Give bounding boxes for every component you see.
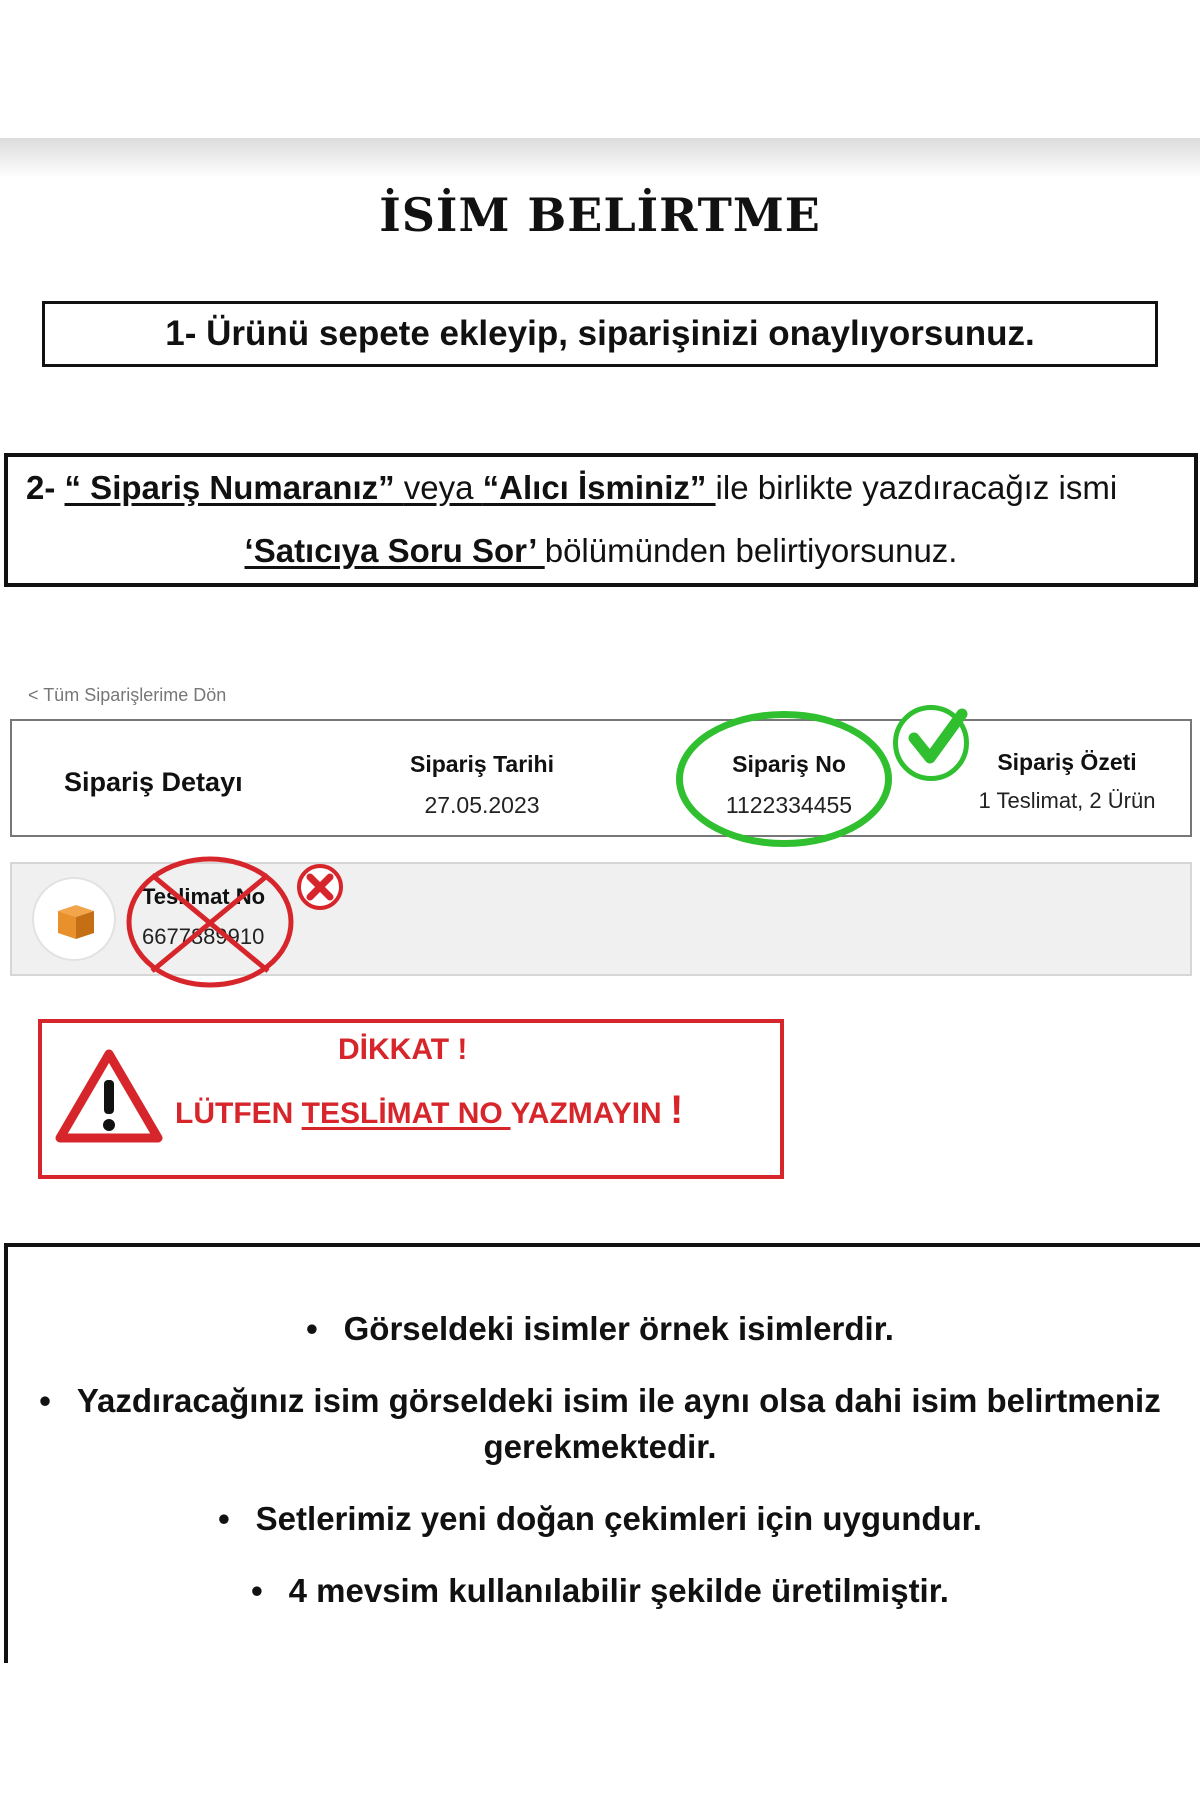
bullet: • bbox=[251, 1572, 263, 1609]
warning-text-b: YAZMAYIN bbox=[510, 1097, 671, 1130]
warning-text-a: LÜTFEN bbox=[175, 1097, 302, 1130]
order-number-phrase: “ Sipariş Numaranız” bbox=[64, 469, 404, 506]
back-to-orders-link[interactable]: < Tüm Siparişlerime Dön bbox=[28, 685, 227, 705]
order-summary-value: 1 Teslimat, 2 Ürün bbox=[978, 788, 1156, 813]
step-2-box bbox=[4, 453, 1198, 587]
note-1 bbox=[0, 1310, 1200, 1348]
note-1-text: Görseldeki isimler örnek isimlerdir. bbox=[343, 1310, 894, 1347]
step-2-prefix: 2- bbox=[26, 469, 65, 506]
order-number-highlight-circle bbox=[676, 711, 892, 847]
step-1-box bbox=[42, 301, 1158, 367]
note-2 bbox=[0, 1382, 1200, 1420]
package-icon bbox=[32, 877, 116, 961]
note-2-continued bbox=[0, 1428, 1200, 1466]
recipient-name-phrase: “Alıcı İsminiz” bbox=[482, 469, 716, 506]
warning-exclamation: ! bbox=[670, 1088, 684, 1132]
warning-title: DİKKAT ! bbox=[338, 1033, 468, 1066]
warning-triangle-icon bbox=[54, 1046, 164, 1146]
bullet: • bbox=[218, 1500, 230, 1537]
ask-seller-phrase: ‘Satıcıya Soru Sor’ bbox=[244, 532, 545, 569]
note-3-text: Setlerimiz yeni doğan çekimleri için uygundur. bbox=[255, 1500, 982, 1537]
red-x-icon bbox=[295, 862, 345, 912]
order-summary-column bbox=[952, 749, 1182, 814]
order-summary-label: Sipariş Özeti bbox=[997, 749, 1137, 775]
order-number-label: Sipariş No bbox=[732, 751, 846, 777]
red-strike-circle-icon bbox=[122, 853, 298, 991]
order-date-value: 27.05.2023 bbox=[424, 792, 540, 818]
delivery-number-label: Teslimat No bbox=[142, 884, 266, 909]
order-number-value: 1122334455 bbox=[725, 792, 853, 818]
note-4-text: 4 mevsim kullanılabilir şekilde üretilmiştir. bbox=[288, 1572, 949, 1609]
order-date-column bbox=[372, 751, 592, 819]
green-check-icon bbox=[893, 705, 969, 781]
step-2-line-2 bbox=[8, 532, 1194, 570]
or-word: veya bbox=[403, 469, 483, 506]
delivery-number-value: 6677889910 bbox=[142, 924, 265, 949]
note-2-text: Yazdıracağınız isim görseldeki isim ile aynı olsa dahi isim belirtmeniz bbox=[76, 1382, 1161, 1419]
order-detail-title: Sipariş Detayı bbox=[64, 767, 243, 797]
note-3 bbox=[0, 1500, 1200, 1538]
step-1-text: 1- Ürünü sepete ekleyip, siparişinizi onaylıyorsunuz. bbox=[165, 314, 1035, 353]
bullet: • bbox=[306, 1310, 318, 1347]
step-2-rest-1: ile birlikte yazdıracağız ismi bbox=[715, 469, 1118, 506]
bullet: • bbox=[39, 1382, 51, 1419]
page-title: İSİM BELİRTME bbox=[379, 188, 821, 242]
warning-text bbox=[175, 1088, 683, 1133]
step-2-rest-2: bölümünden belirtiyorsunuz. bbox=[544, 532, 958, 569]
top-shadow bbox=[0, 138, 1200, 178]
order-date-label: Sipariş Tarihi bbox=[409, 751, 554, 777]
note-2-text-cont: gerekmektedir. bbox=[483, 1428, 717, 1465]
step-2-line-1 bbox=[26, 469, 1117, 507]
warning-text-underlined: TESLİMAT NO bbox=[301, 1097, 511, 1130]
note-4 bbox=[0, 1572, 1200, 1610]
order-detail-card bbox=[10, 719, 1192, 837]
